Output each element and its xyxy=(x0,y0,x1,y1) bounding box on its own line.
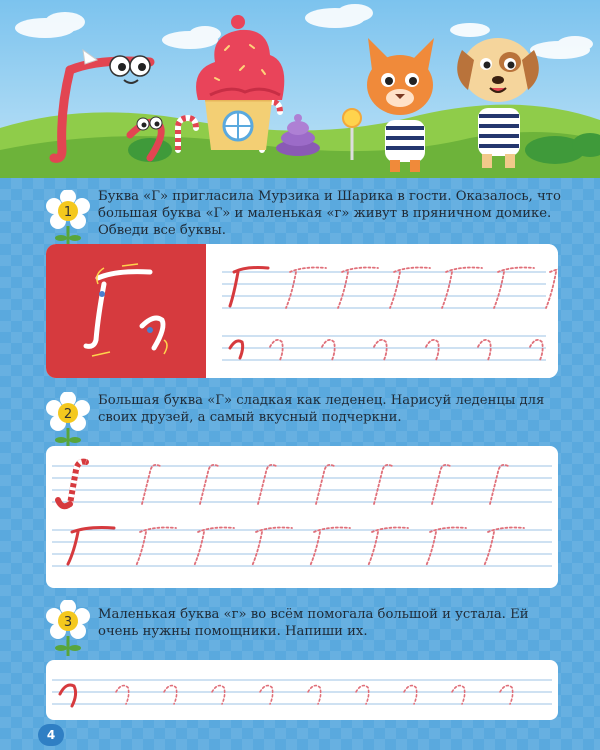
task-3-instruction: Маленькая буква «г» во всём помогала большой и устала. Ей очень нужны помощники. Напиши их. xyxy=(98,607,529,639)
traced-upper-letter xyxy=(310,528,350,567)
task-3-workspace xyxy=(46,660,558,720)
traced-lower-letter xyxy=(452,686,465,704)
sample-box xyxy=(46,244,206,378)
traced-upper-letter xyxy=(136,528,176,567)
trace-upper-letters xyxy=(136,528,524,567)
task-number: 2 xyxy=(63,407,73,422)
traced-candy-cane xyxy=(432,465,450,504)
traced-lower-letter xyxy=(164,686,177,704)
header-illustration xyxy=(0,0,600,178)
lower-letter-sample xyxy=(60,685,76,706)
task-2-workspace xyxy=(46,446,558,588)
candy-cane-icon xyxy=(58,462,86,507)
traced-upper-letter xyxy=(484,528,524,567)
traced-candy-cane xyxy=(374,465,392,504)
traced-lower-letter xyxy=(404,686,417,704)
flower-icon xyxy=(46,392,90,450)
traced-lower-letter xyxy=(260,686,273,704)
traced-lower-letter xyxy=(116,686,129,704)
flower-icon xyxy=(46,190,90,248)
upper-letter-sample xyxy=(68,528,114,565)
traced-candy-cane xyxy=(316,465,334,504)
traced-lower-letter xyxy=(356,686,369,704)
traced-candy-cane xyxy=(142,465,160,504)
traced-upper-letter xyxy=(194,528,234,567)
traced-lower-letter xyxy=(212,686,225,704)
task-3-panel xyxy=(46,660,558,720)
trace-candy-canes xyxy=(142,465,508,504)
task-number: 3 xyxy=(63,615,73,630)
ruled-lines xyxy=(52,466,552,566)
trace-lower-letters xyxy=(116,686,513,704)
traced-upper-letter xyxy=(368,528,408,567)
traced-candy-cane xyxy=(258,465,276,504)
task-number: 1 xyxy=(63,205,73,220)
task-1-panel xyxy=(46,244,558,378)
task-2-instruction: Большая буква «Г» сладкая как леденец. Нарисуй леденцы для своих друзей, а самый вкусный подчеркни. xyxy=(98,393,545,425)
page-number: 4 xyxy=(38,724,64,746)
task-2-panel xyxy=(46,446,558,588)
traced-lower-letter xyxy=(308,686,321,704)
traced-candy-cane xyxy=(200,465,218,504)
traced-upper-letter xyxy=(252,528,292,567)
task-1-workspace xyxy=(46,244,558,378)
flower-icon xyxy=(46,600,90,658)
task-1-instruction: Буква «Г» пригласила Мурзика и Шарика в гости. Оказалось, что большая буква «Г» и маленькая «г» живут в пряничном домике. Обведи все буквы. xyxy=(98,189,561,238)
scene-illustration xyxy=(0,0,600,178)
traced-upper-letter xyxy=(426,528,466,567)
traced-lower-letter xyxy=(500,686,513,704)
traced-candy-cane xyxy=(490,465,508,504)
